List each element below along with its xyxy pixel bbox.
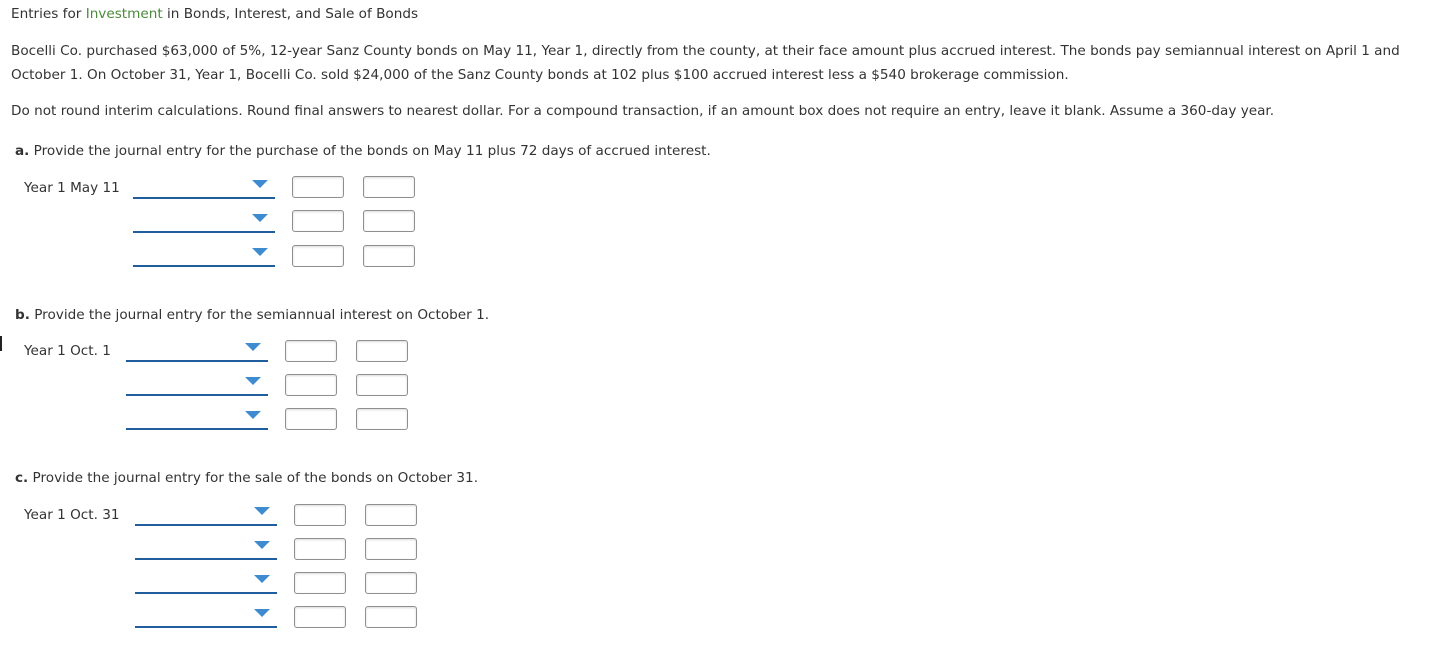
part-c-prompt xyxy=(15,470,478,486)
chevron-down-icon xyxy=(252,248,268,256)
part-c-debit-input-4[interactable] xyxy=(294,606,346,628)
part-a-debit-input-3[interactable] xyxy=(292,245,344,267)
part-a-credit-input-1[interactable] xyxy=(363,176,415,198)
part-a-credit-input-2[interactable] xyxy=(363,210,415,232)
part-a-debit-input-1[interactable] xyxy=(292,176,344,198)
part-c-debit-input-3[interactable] xyxy=(294,572,346,594)
part-a-prompt xyxy=(15,143,711,159)
chevron-down-icon xyxy=(245,411,261,419)
part-a-credit-input-3[interactable] xyxy=(363,245,415,267)
part-c-date: Year 1 Oct. 31 xyxy=(24,507,120,523)
part-c-account-dropdown-4[interactable] xyxy=(135,608,277,628)
title-suffix: in Bonds, Interest, and Sale of Bonds xyxy=(162,6,419,22)
chevron-down-icon xyxy=(254,575,270,583)
part-a-date: Year 1 May 11 xyxy=(24,180,120,196)
chevron-down-icon xyxy=(254,609,270,617)
part-a-text: Provide the journal entry for the purchase of the bonds on May 11 plus 72 days of accrued interest. xyxy=(29,143,711,159)
part-c-letter: c. xyxy=(15,470,29,486)
chevron-down-icon xyxy=(252,180,268,188)
part-b-letter: b. xyxy=(15,307,30,323)
part-b-debit-input-3[interactable] xyxy=(285,408,337,430)
part-c-text: Provide the journal entry for the sale of the bonds on October 31. xyxy=(28,470,479,486)
part-b-credit-input-3[interactable] xyxy=(356,408,408,430)
part-b-debit-input-1[interactable] xyxy=(285,340,337,362)
part-b-account-dropdown-3[interactable] xyxy=(126,410,268,430)
part-a-account-dropdown-1[interactable] xyxy=(133,179,275,199)
part-c-debit-input-1[interactable] xyxy=(294,504,346,526)
part-a-debit-input-2[interactable] xyxy=(292,210,344,232)
part-b-text: Provide the journal entry for the semiannual interest on October 1. xyxy=(29,307,490,323)
part-c-account-dropdown-1[interactable] xyxy=(135,506,277,526)
part-c-credit-input-2[interactable] xyxy=(365,538,417,560)
chevron-down-icon xyxy=(252,214,268,222)
part-b-account-dropdown-1[interactable] xyxy=(126,342,268,362)
chevron-down-icon xyxy=(254,507,270,515)
part-a-letter: a. xyxy=(15,143,30,159)
part-a-account-dropdown-2[interactable] xyxy=(133,213,275,233)
page-title xyxy=(11,6,418,22)
investment-link[interactable]: Investment xyxy=(85,6,163,22)
part-c-credit-input-3[interactable] xyxy=(365,572,417,594)
problem-description: Bocelli Co. purchased $63,000 of 5%, 12-year Sanz County bonds on May 11, Year 1, directly from the county, at their face amount plus accrued interest. The bonds pay semiannual interest on April 1 and October 1. On October 31, Year 1, Bocelli Co. sold $24,000 of the Sanz County bonds at 102 plus $100 accrued interest less a $540 brokerage commission. xyxy=(11,43,1400,83)
title-prefix: Entries for xyxy=(11,6,86,22)
chevron-down-icon xyxy=(245,343,261,351)
part-b-credit-input-2[interactable] xyxy=(356,374,408,396)
part-c-account-dropdown-2[interactable] xyxy=(135,540,277,560)
part-c-account-dropdown-3[interactable] xyxy=(135,574,277,594)
left-edge-marker xyxy=(0,336,2,351)
part-c-debit-input-2[interactable] xyxy=(294,538,346,560)
part-b-credit-input-1[interactable] xyxy=(356,340,408,362)
chevron-down-icon xyxy=(245,377,261,385)
part-b-prompt xyxy=(15,307,489,323)
rounding-instructions: Do not round interim calculations. Round final answers to nearest dollar. For a compound transaction, if an amount box does not require an entry, leave it blank. Assume a 360-day year. xyxy=(11,103,1275,119)
part-c-credit-input-4[interactable] xyxy=(365,606,417,628)
part-b-date: Year 1 Oct. 1 xyxy=(24,343,111,359)
chevron-down-icon xyxy=(254,541,270,549)
part-c-credit-input-1[interactable] xyxy=(365,504,417,526)
part-b-account-dropdown-2[interactable] xyxy=(126,376,268,396)
part-a-account-dropdown-3[interactable] xyxy=(133,247,275,267)
part-b-debit-input-2[interactable] xyxy=(285,374,337,396)
